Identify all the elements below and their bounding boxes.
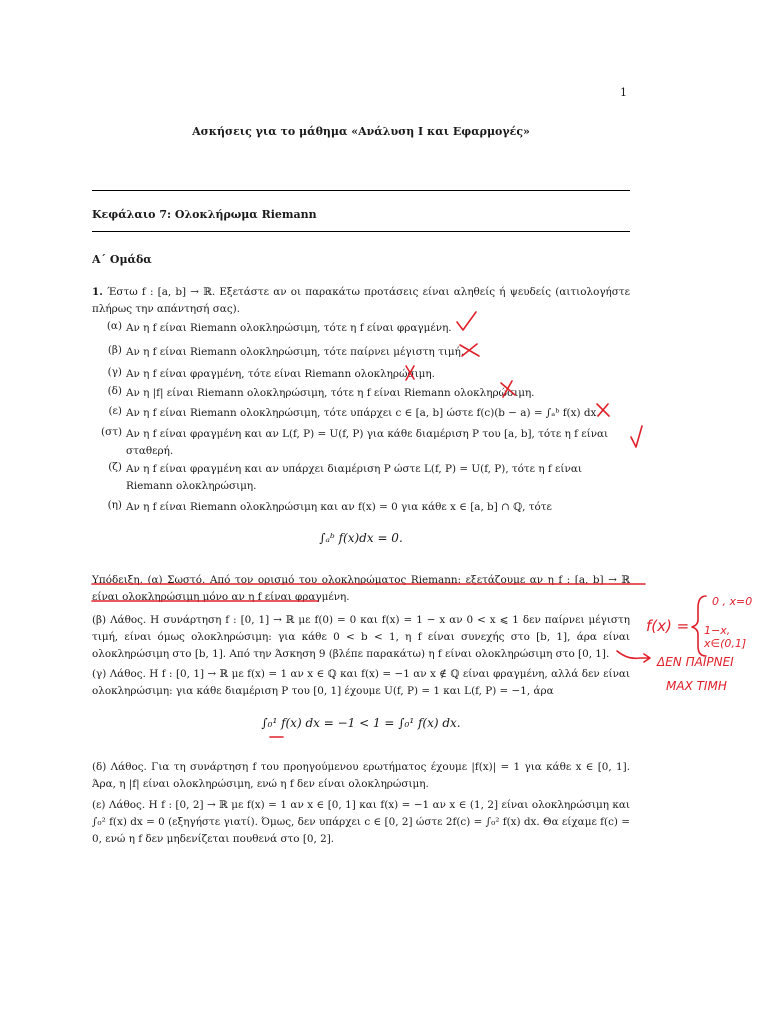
exercise-intro-text: Έστω f : [a, b] → ℝ. Εξετάστε αν οι παρακάτω προτάσεις είναι αληθείς ή ψευδείς (αιτιολογήστε πλήρως την απάντησή σας). bbox=[92, 286, 630, 315]
hint-d: (δ) Λάθος. Για τη συνάρτηση f του προηγούμενου ερωτήματος έχουμε |f(x)| = 1 για κάθε x ∈ [0, 1]. Άρα, η |f| είναι ολοκληρώσιμη, ενώ η f δεν είναι ολοκληρώσιμη. bbox=[92, 761, 630, 790]
group-title: Α΄ Ομάδα bbox=[92, 253, 152, 266]
item-label: (στ) bbox=[101, 426, 122, 438]
item-label: (ζ) bbox=[108, 461, 122, 473]
item-text: Αν η f είναι Riemann ολοκληρώσιμη, τότε υπάρχει c ∈ [a, b] ώστε f(c)(b − a) = ∫ₐᵇ f(x) dx. bbox=[126, 407, 600, 419]
item-label: (δ) bbox=[107, 385, 122, 397]
exercise-intro bbox=[92, 284, 630, 318]
item-text: Αν η f είναι φραγμένη και αν L(f, P) = U(f, P) για κάθε διαμέριση P του [a, b], τότε η f είναι σταθερή. bbox=[126, 428, 609, 457]
display-equation: ∫ₐᵇ f(x)dx = 0. bbox=[319, 531, 403, 545]
handwritten-note-line1: ΔΕΝ ΠΑΙΡΝΕΙ bbox=[657, 655, 734, 669]
item-text: Αν η f είναι φραγμένη και αν υπάρχει διαμέριση P ώστε L(f, P) = U(f, P), τότε η f είναι Riemann ολοκληρώσιμη. bbox=[126, 463, 582, 492]
handwritten-case-2: 1−x, x∈(0,1] bbox=[704, 624, 747, 650]
chapter-title: Κεφάλαιο 7: Ολοκλήρωμα Riemann bbox=[92, 208, 317, 221]
item-text: Αν η |f| είναι Riemann ολοκληρώσιμη, τότε η f είναι Riemann ολοκληρώσιμη. bbox=[126, 387, 535, 399]
item-text: Αν η f είναι φραγμένη, τότε είναι Riemann ολοκληρώσιμη. bbox=[126, 368, 435, 380]
handwritten-case-1: 0 , x=0 bbox=[712, 595, 753, 608]
item-label: (η) bbox=[107, 499, 122, 511]
check-mark bbox=[631, 426, 642, 447]
item-text: Αν η f είναι Riemann ολοκληρώσιμη, τότε παίρνει μέγιστη τιμή. bbox=[126, 346, 465, 358]
item-label: (β) bbox=[107, 344, 122, 356]
hint-c-equation: ∫₀¹ f(x) dx = −1 < 1 = ∫₀¹ f(x) dx. bbox=[261, 716, 461, 730]
page-number: 1 bbox=[620, 86, 627, 99]
item-label: (γ) bbox=[107, 366, 122, 378]
handwritten-fx: f(x) = bbox=[646, 617, 690, 635]
item-text: Αν η f είναι Riemann ολοκληρώσιμη, τότε η f είναι φραγμένη. bbox=[126, 322, 452, 334]
exercise-number: 1. bbox=[92, 286, 103, 298]
course-title: Ασκήσεις για το μάθημα «Ανάλυση Ι και Εφαρμογές» bbox=[192, 125, 530, 138]
top-rule bbox=[92, 190, 630, 191]
hint-e: (ε) Λάθος. Η f : [0, 2] → ℝ με f(x) = 1 αν x ∈ [0, 1] και f(x) = −1 αν x ∈ (1, 2] είναι ολοκληρώσιμη και ∫₀² f(x) dx = 0 (εξηγήστε γιατί). Όμως, δεν υπάρχει c ∈ [0, 2] ώστε 2f(c) = ∫₀² f(x) dx. Θα είχαμε f(c) = 0, ενώ η f δεν μηδενίζεται πουθενά στο [0, 2]. bbox=[92, 799, 630, 845]
hint-a: Υπόδειξη. (α) Σωστό. Από τον ορισμό του ολοκληρώματος Riemann: εξετάζουμε αν η f : [a, b] → ℝ είναι ολοκληρώσιμη μόνο αν η f είναι φραγμένη. bbox=[92, 574, 630, 603]
bottom-rule bbox=[92, 231, 630, 232]
hint-b: (β) Λάθος. Η συνάρτηση f : [0, 1] → ℝ με f(0) = 0 και f(x) = 1 − x αν 0 < x ⩽ 1 δεν παίρνει μέγιστη τιμή, είναι όμως ολοκληρώσιμη: για κάθε 0 < b < 1, η f είναι συνεχής στο [b, 1], άρα είναι ολοκληρώσιμη στο [b, 1]. Από την Άσκηση 9 (βλέπε παρακάτω) η f είναι ολοκληρώσιμη στο [0, 1]. bbox=[92, 614, 630, 660]
item-label: (ε) bbox=[108, 405, 122, 417]
item-text: Αν η f είναι Riemann ολοκληρώσιμη και αν f(x) = 0 για κάθε x ∈ [a, b] ∩ ℚ, τότε bbox=[126, 501, 552, 513]
hint-c: (γ) Λάθος. Η f : [0, 1] → ℝ με f(x) = 1 αν x ∈ ℚ και f(x) = −1 αν x ∉ ℚ είναι φραγμένη, αλλά δεν είναι ολοκληρώσιμη: για κάθε διαμέριση P του [0, 1] έχουμε U(f, P) = 1 και L(f, P) = −1, άρα bbox=[92, 668, 630, 697]
handwritten-note-line2: MAX ΤΙΜΗ bbox=[666, 679, 727, 693]
item-label: (α) bbox=[106, 320, 122, 332]
